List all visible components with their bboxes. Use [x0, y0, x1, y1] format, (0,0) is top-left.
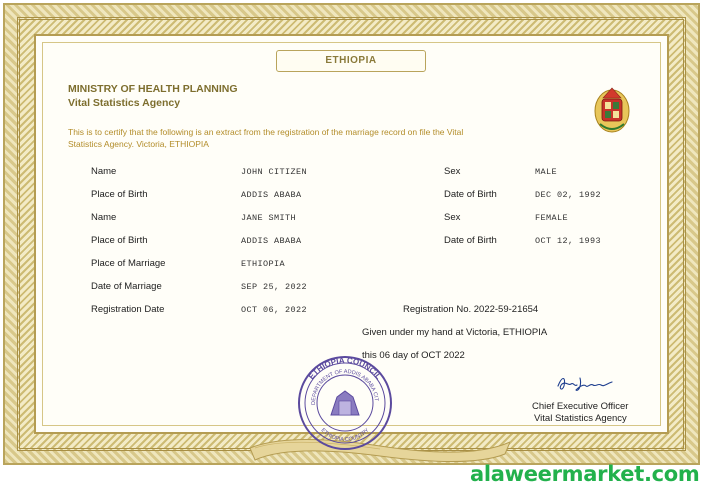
svg-text:ETHIOPIA COUNCIL [307, 356, 383, 381]
marriage-place-value: ETHIOPIA [241, 259, 286, 269]
groom-sex-value: MALE [535, 167, 558, 177]
groom-dob-label: Date of Birth [444, 189, 497, 200]
groom-dob-value: DEC 02, 1992 [535, 190, 602, 200]
officer-agency: Vital Statistics Agency [534, 413, 627, 424]
marriage-date-label: Date of Marriage [91, 281, 162, 292]
marriage-date-value: SEP 25, 2022 [241, 282, 308, 292]
bride-birthplace-label: Place of Birth [91, 235, 148, 246]
bride-dob-value: OCT 12, 1993 [535, 236, 602, 246]
official-seal-icon [291, 353, 399, 453]
bride-sex-value: FEMALE [535, 213, 569, 223]
officer-title: Chief Executive Officer [532, 401, 629, 412]
groom-birthplace-label: Place of Birth [91, 189, 148, 200]
svg-text:ETHIOPIA COUNTRY [320, 427, 371, 443]
ministry-heading: MINISTRY OF HEALTH PLANNING [68, 83, 238, 95]
registration-date-label: Registration Date [91, 304, 165, 315]
signature-icon [556, 372, 616, 394]
agency-heading: Vital Statistics Agency [68, 97, 181, 109]
groom-name-value: JOHN CITIZEN [241, 167, 308, 177]
seal-top-text: ETHIOPIA COUNCIL [306, 355, 384, 382]
certification-statement: This is to certify that the following is an extract from the registration of the marriage record on file the Vital Statistics Agency. Victoria, ETHIOPIA [68, 127, 464, 149]
bride-dob-label: Date of Birth [444, 235, 497, 246]
seal-bottom-text: ETHIOPIA COUNTRY [319, 427, 371, 444]
registration-date-value: OCT 06, 2022 [241, 305, 308, 315]
bride-name-label: Name [91, 212, 117, 223]
marriage-place-label: Place of Marriage [91, 258, 166, 269]
country-tab: ETHIOPIA [276, 50, 426, 72]
coat-of-arms-icon [592, 84, 632, 136]
seal-middle-text: DEPARTMENT OF ADDIS ABABA CIT [310, 368, 379, 405]
groom-sex-label: Sex [444, 166, 461, 177]
registration-number: Registration No. 2022-59-21654 [403, 304, 539, 315]
issue-day-statement: this 06 day of OCT 2022 [362, 350, 465, 361]
bride-sex-label: Sex [444, 212, 461, 223]
bride-birthplace-value: ADDIS ABABA [241, 236, 302, 246]
bride-name-value: JANE SMITH [241, 213, 297, 223]
groom-birthplace-value: ADDIS ABABA [241, 190, 302, 200]
groom-name-label: Name [91, 166, 117, 177]
given-under-statement: Given under my hand at Victoria, ETHIOPIA [362, 327, 548, 338]
watermark-text: alaweermarket.com [470, 462, 700, 486]
